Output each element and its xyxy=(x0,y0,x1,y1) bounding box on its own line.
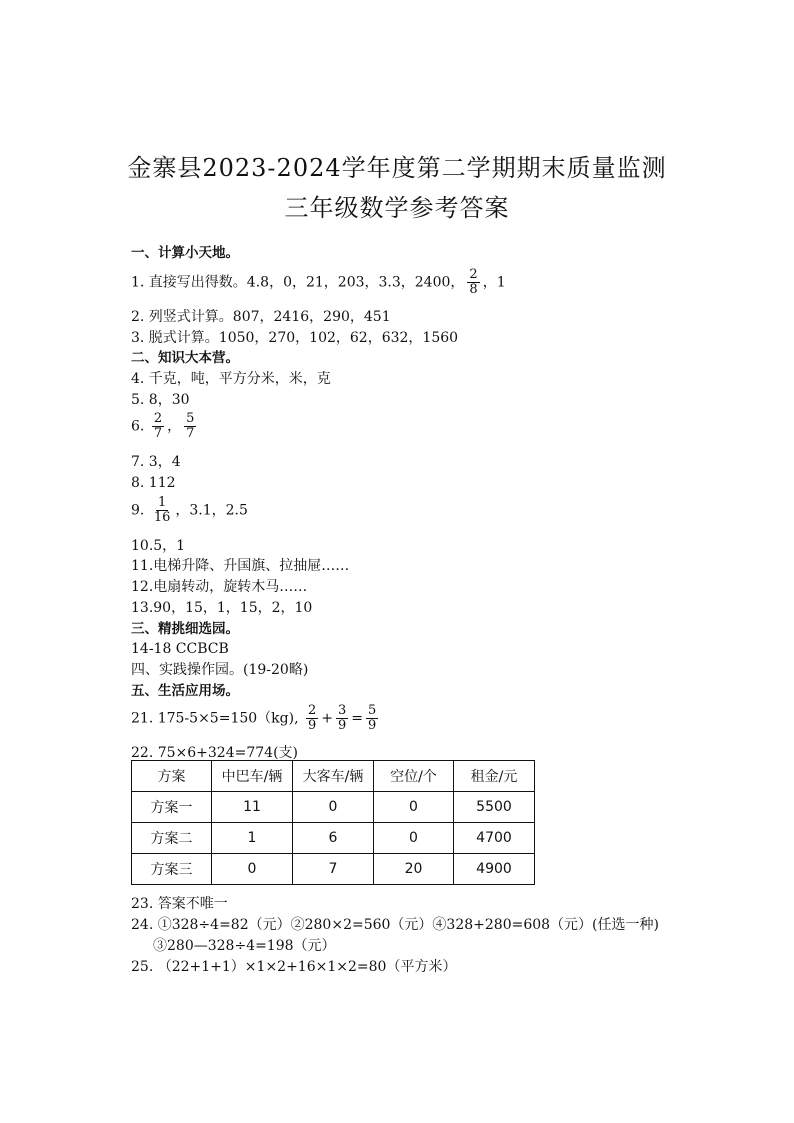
fraction xyxy=(184,412,196,441)
section-heading-3: 三、精挑细选园。 xyxy=(131,621,239,637)
numerator: 1 xyxy=(157,495,167,510)
table-cell: 0 xyxy=(212,854,293,885)
answer-1 xyxy=(131,268,506,297)
table-header-cell: 中巴车/辆 xyxy=(212,761,293,792)
answer-9 xyxy=(131,496,248,525)
table-header-row xyxy=(132,761,535,792)
denominator: 8 xyxy=(469,282,478,297)
separator: ， xyxy=(167,418,182,435)
denominator: 9 xyxy=(307,718,317,733)
answer-6-prefix: 6. xyxy=(131,418,145,435)
table-header-cell: 空位/个 xyxy=(374,761,454,792)
answer-2: 2. 列竖式计算。807，2416，290，451 xyxy=(131,309,391,325)
table-cell: 4700 xyxy=(454,823,535,854)
page-title: 金寨县2023-2024学年度第二学期期末质量监测 xyxy=(127,154,667,182)
answer-24-line-1: 24. ①328÷4=82（元）②280×2=560（元）④328+280=608（元）(任选一种) xyxy=(131,917,659,933)
table-cell: 20 xyxy=(374,854,454,885)
section-heading-1: 一、计算小天地。 xyxy=(131,245,239,261)
fraction xyxy=(152,496,173,525)
numerator: 2 xyxy=(153,411,163,426)
table-row xyxy=(132,854,535,885)
numerator: 5 xyxy=(186,411,195,426)
table-cell: 方案二 xyxy=(132,823,212,854)
answer-10: 10.5，1 xyxy=(131,538,186,554)
numerator: 3 xyxy=(338,703,347,718)
rental-plan-table xyxy=(131,760,535,885)
table-cell: 11 xyxy=(212,792,293,823)
answer-5: 5. 8，30 xyxy=(131,392,190,408)
answer-8: 8. 112 xyxy=(131,475,176,491)
table-header-cell: 租金/元 xyxy=(454,761,535,792)
page-subtitle: 三年级数学参考答案 xyxy=(284,194,510,222)
table-cell: 0 xyxy=(293,792,374,823)
answer-14-18: 14-18 CCBCB xyxy=(131,641,229,657)
answer-21 xyxy=(131,704,381,733)
fraction xyxy=(366,704,378,733)
answer-4: 4. 千克，吨，平方分米，米，克 xyxy=(131,371,331,387)
table-cell: 0 xyxy=(374,823,454,854)
answer-12: 12.电扇转动，旋转木马…… xyxy=(131,579,308,595)
table-cell: 6 xyxy=(293,823,374,854)
table-cell: 1 xyxy=(212,823,293,854)
fraction xyxy=(152,412,164,441)
table-cell: 方案三 xyxy=(132,854,212,885)
answer-3: 3. 脱式计算。1050，270，102，62，632，1560 xyxy=(131,330,459,346)
numerator: 2 xyxy=(469,267,478,282)
answer-1-tail: ，1 xyxy=(482,274,506,291)
denominator: 16 xyxy=(153,510,171,525)
plus-sign: + xyxy=(321,710,333,727)
section-heading-2: 二、知识大本营。 xyxy=(131,350,239,366)
table-cell: 4900 xyxy=(454,854,535,885)
table-cell: 方案一 xyxy=(132,792,212,823)
answer-11: 11.电梯升降、升国旗、拉抽屉…… xyxy=(131,558,350,574)
numerator: 2 xyxy=(307,703,317,718)
answer-9-prefix: 9. xyxy=(131,502,145,519)
answer-13: 13.90，15，1，15，2，10 xyxy=(131,600,313,616)
answer-22: 22. 75×6+324=774(支) xyxy=(131,745,298,761)
answer-7: 7. 3，4 xyxy=(131,454,181,470)
table-cell: 0 xyxy=(374,792,454,823)
fraction xyxy=(467,268,479,297)
numerator: 5 xyxy=(368,703,377,718)
answer-24-line-2: ③280—328÷4=198（元） xyxy=(153,938,336,954)
answer-9-tail: ，3.1，2.5 xyxy=(175,502,248,519)
denominator: 9 xyxy=(368,718,377,733)
table-header-cell: 方案 xyxy=(132,761,212,792)
fraction xyxy=(306,704,318,733)
answer-23: 23. 答案不唯一 xyxy=(131,896,228,912)
denominator: 9 xyxy=(338,718,347,733)
table-row xyxy=(132,792,535,823)
equals-sign: = xyxy=(351,710,364,727)
table-row xyxy=(132,823,535,854)
table-header-cell: 大客车/辆 xyxy=(293,761,374,792)
denominator: 7 xyxy=(153,426,163,441)
fraction xyxy=(336,704,348,733)
table-cell: 7 xyxy=(293,854,374,885)
answer-25: 25. （22+1+1）×1×2+16×1×2=80（平方米） xyxy=(131,959,457,975)
section-heading-4: 四、实践操作园。(19-20略) xyxy=(131,662,309,678)
table-cell: 5500 xyxy=(454,792,535,823)
answer-6 xyxy=(131,412,199,441)
section-heading-5: 五、生活应用场。 xyxy=(131,683,239,699)
denominator: 7 xyxy=(186,426,195,441)
answer-21-text: 21. 175-5×5=150（kg), xyxy=(131,710,299,727)
answer-1-text: 1. 直接写出得数。4.8，0，21，203，3.3，2400， xyxy=(131,274,465,291)
